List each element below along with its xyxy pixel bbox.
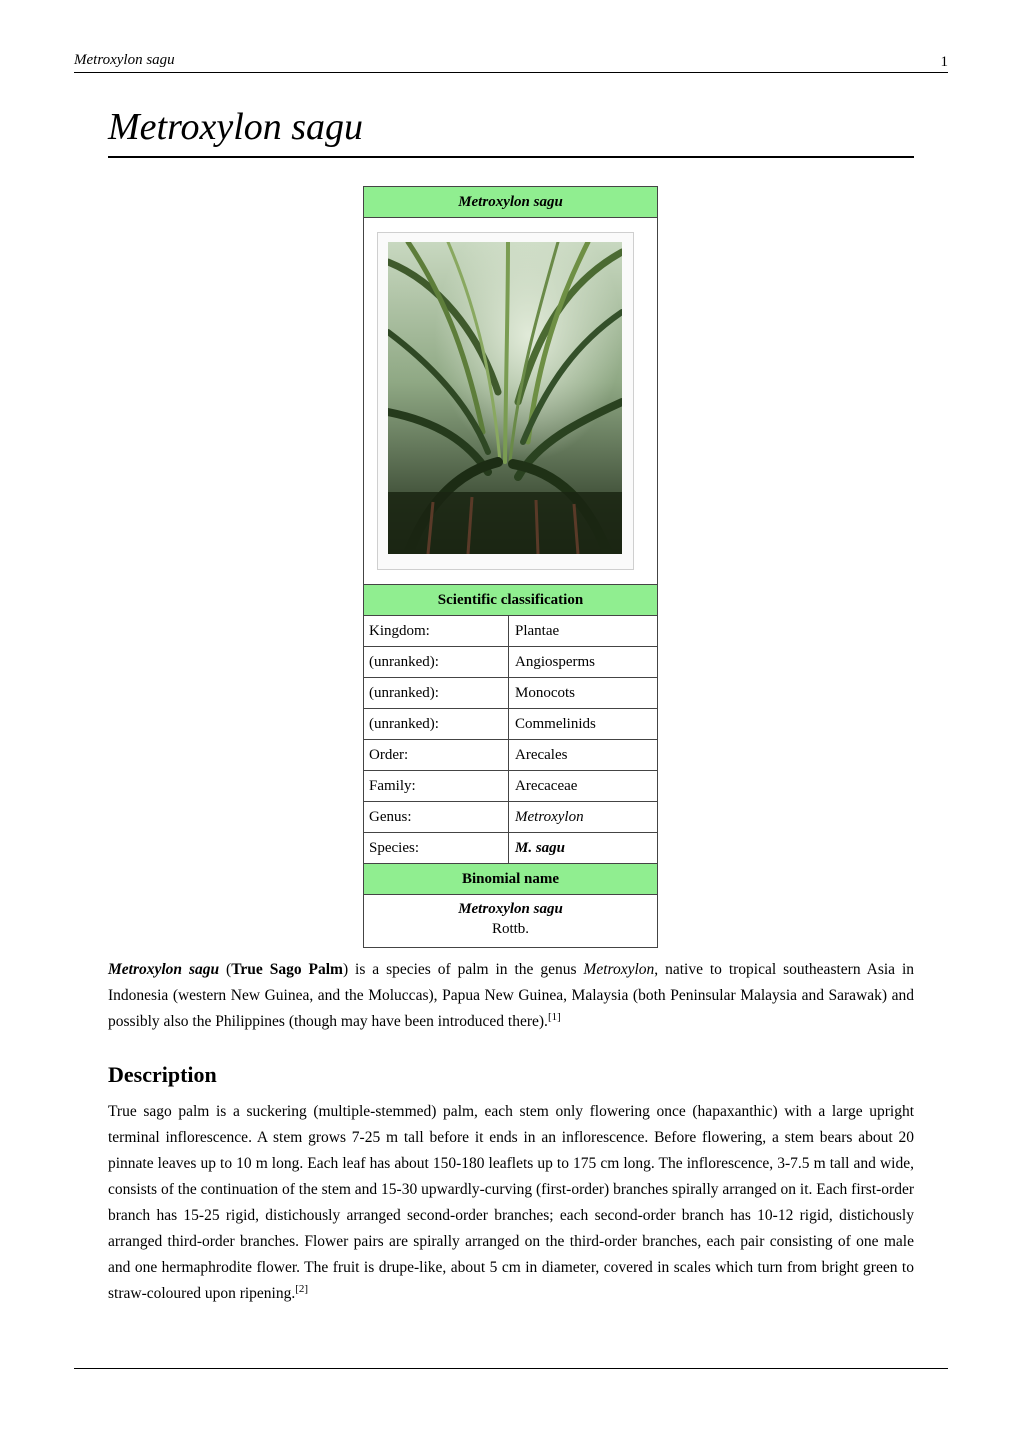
classification-row <box>364 740 657 771</box>
section-heading-description: Description <box>108 1062 217 1087</box>
binomial-authority[interactable]: Rottb. <box>491 921 530 937</box>
classification-row <box>364 647 657 678</box>
intro-text: , native to tropical southeastern Asia in Indonesia (western New Guinea, and the Moluccas), Papua New Guinea, Malaysia (both Peninsular Malaysia and Sarawak) and possibly also the Philippines (though may have been introduced there). <box>108 961 915 1030</box>
intro-text: ) is a species of palm in the genus <box>342 961 584 978</box>
rank-value: M. sagu <box>515 840 566 856</box>
rank-label: Order: <box>364 740 509 770</box>
rank-label: Species: <box>364 833 509 863</box>
rank-label: Kingdom: <box>364 616 509 646</box>
rank-value[interactable]: Monocots <box>515 685 575 701</box>
binomial-header: Binomial name <box>364 864 657 895</box>
rank-value[interactable]: Angiosperms <box>515 654 595 670</box>
classification-row <box>364 678 657 709</box>
page-title: Metroxylon sagu <box>108 100 914 158</box>
binomial-cell <box>364 895 657 947</box>
classification-row <box>364 833 657 864</box>
rank-label: Genus: <box>364 802 509 832</box>
intro-common-name: True Sago Palm <box>231 961 343 978</box>
taxobox <box>363 186 658 948</box>
citation-2[interactable]: [2] <box>295 1282 309 1295</box>
intro-species-name: Metroxylon sagu <box>108 961 220 978</box>
classification-row <box>364 709 657 740</box>
rank-label: Family: <box>364 771 509 801</box>
palm-photo-icon[interactable] <box>388 242 622 554</box>
rank-value[interactable]: Arecaceae <box>515 778 578 794</box>
rank-value[interactable]: Metroxylon <box>515 809 584 825</box>
rank-value[interactable]: Commelinids <box>515 716 596 732</box>
intro-paragraph <box>108 957 914 1035</box>
classification-header: Scientific classification <box>364 585 657 616</box>
taxobox-image-cell <box>364 218 657 585</box>
page-number: 1 <box>940 54 948 70</box>
running-header <box>74 52 948 73</box>
classification-row <box>364 616 657 647</box>
running-header-title: Metroxylon sagu <box>74 52 175 68</box>
rank-value[interactable]: Plantae <box>515 623 560 639</box>
description-paragraph <box>108 1099 914 1307</box>
footer-rule <box>74 1368 948 1369</box>
rank-label: (unranked): <box>364 709 509 739</box>
image-frame <box>377 232 634 570</box>
intro-genus-link[interactable]: Metroxylon <box>583 961 655 978</box>
classification-row <box>364 802 657 833</box>
taxobox-header: Metroxylon sagu <box>364 187 657 218</box>
binomial-name: Metroxylon sagu <box>458 901 563 917</box>
description-text: True sago palm is a suckering (multiple-stemmed) palm, each stem only flowering once (hapaxanthic) with a large upright terminal inflorescence. A stem grows 7-25 m tall before it ends in an inflorescence. Before flowering, a stem bears about 20 pinnate leaves up to 10 m long. Each leaf has about 150-180 leaflets up to 175 cm long. The inflorescence, 3-7.5 m tall and wide, consists of the continuation of the stem and 15-30 upwardly-curving (first-order) branches spirally arranged on it. Each first-order branch has 15-25 rigid, distichously arranged second-order branches; each second-order branch has 10-12 rigid, distichously arranged third-order branches. Flower pairs are spirally arranged on the third-order branches, each pair consisting of one male and one hermaphrodite flower. The fruit is drupe-like, about 5 cm in diameter, covered in scales which turn from bright green to straw-coloured upon ripening. <box>108 1103 914 1302</box>
rank-label: (unranked): <box>364 678 509 708</box>
rank-label: (unranked): <box>364 647 509 677</box>
intro-open-paren: ( <box>219 961 232 978</box>
classification-row <box>364 771 657 802</box>
rank-value[interactable]: Arecales <box>515 747 568 763</box>
citation-1[interactable]: [1] <box>547 1010 561 1023</box>
